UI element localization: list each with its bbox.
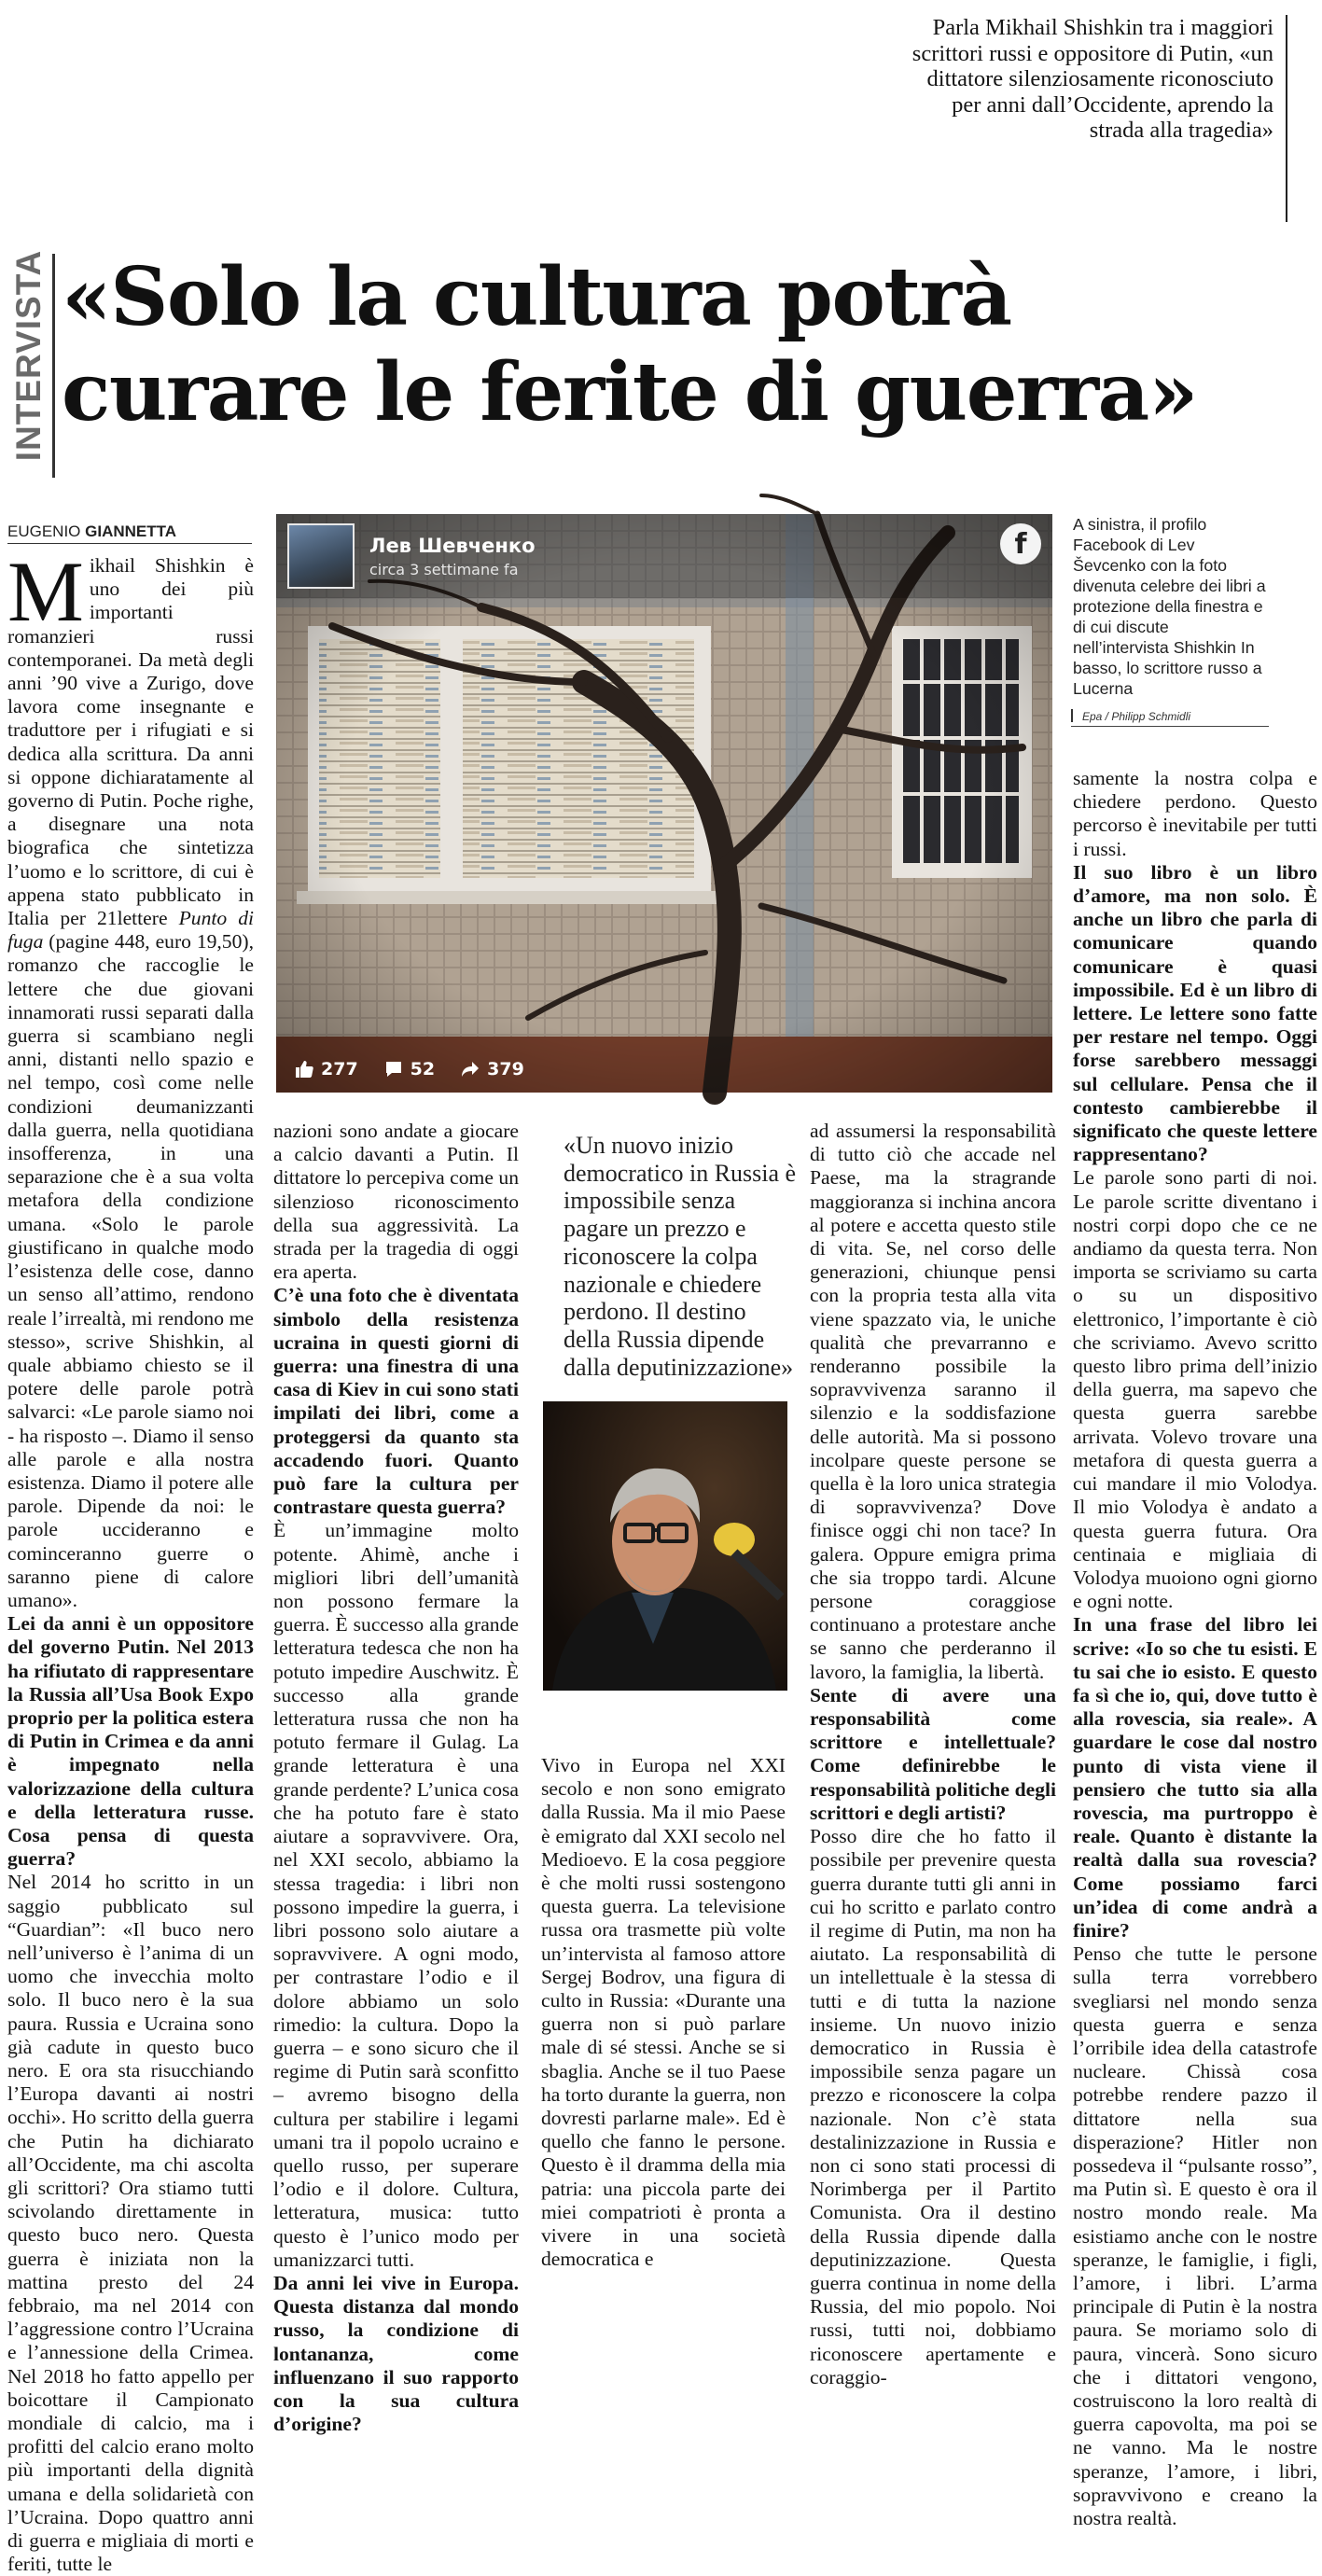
question-3: Da anni lei vive in Europa. Questa distanza dal mondo russo, la condizione di lontananza, come influenzano il suo rapporto con la sua cultura d’origine? bbox=[273, 2271, 519, 2436]
answer-5: Le parole sono parti di noi. Le parole scritte diventano i nostri corpi dopo che ce ne andiamo da questa terra. Non importa se scriviamo su carta o su un dispositivo elettronico, l’importante è ciò che scriviamo. Avevo scritto questo libro prima dell’inizio della guerra, ma sapevo che questa guerra sarebbe arrivata. Volevo trovare una metafora di questa guerra a cui mandare il mio Volodya. Il mio Volodya è andato a questa guerra futura. Ora centinaia e migliaia di Volodya muoiono ogni giorno e ogni notte. bbox=[1073, 1166, 1317, 1613]
fb-post-time: circa 3 settimane fa bbox=[369, 561, 519, 578]
writer-at-microphone-image bbox=[543, 1401, 787, 1691]
headline bbox=[62, 250, 1321, 440]
answer-4-end: samente la nostra colpa e chiedere perdono. Questo percorso è inevitabile per tutti i russi. bbox=[1073, 767, 1317, 860]
share-icon bbox=[461, 1060, 480, 1079]
headline-line-2: curare le ferite di guerra» bbox=[62, 345, 1197, 439]
share-count-value: 379 bbox=[487, 1059, 524, 1079]
byline bbox=[7, 522, 252, 541]
credit-text: Epa / Philipp Schmidli bbox=[1082, 710, 1191, 723]
article-column-3 bbox=[541, 1754, 786, 2271]
fb-post-stats bbox=[295, 1059, 524, 1079]
question-4: Sente di avere una responsabilità come scrittore e intellettuale? Come definirebbe le responsabilità politiche degli scrittori e degli artisti? bbox=[810, 1683, 1056, 1824]
photo-caption: A sinistra, il profilo Facebook di Lev Ševcenko con la foto divenuta celebre dei libri a protezione della finestra e di cui discute nell’intervista Shishkin In basso, lo scrittore russo a Lucerna bbox=[1073, 515, 1266, 698]
kicker-rule bbox=[52, 254, 55, 478]
thumbs-up-icon bbox=[295, 1060, 313, 1079]
photo-credit bbox=[1071, 709, 1269, 727]
author-photo bbox=[543, 1401, 787, 1691]
share-count[interactable] bbox=[461, 1059, 524, 1079]
comment-icon bbox=[384, 1060, 403, 1079]
question-1: Lei da anni è un oppositore del governo Putin. Nel 2013 ha rifiutato di rappresentare la Russia all’Usa Book Expo proprio per la politica estera di Putin in Crimea e da anni è impegnato nella valorizzazione della cultura e della letteratura russe. Cosa pensa di questa guerra? bbox=[7, 1612, 254, 1871]
byline-first: EUGENIO bbox=[7, 522, 81, 540]
answer-2: È un’immagine molto potente. Ahimè, anche i migliori libri dell’umanità non possono fermare la guerra. È successo alla grande letteratura tedesca che non ha potuto impedire Auschwitz. È successo alla grande letteratura russa che non ha potuto fermare il Gulag. La grande letteratura è una grande perdente? L’unica cosa che ha potuto fare è stato aiutare a sopravvivere. Ora, nel XXI secolo, abbiamo la stessa tragedia: i libri non possono impedire la guerra, i libri possono solo aiutare a sopravvivere. A ogni modo, per contrastare l’odio e il dolore abbiamo un solo rimedio: la cultura. Dopo la guerra – e sono sicuro che il regime di Putin sarà sconfitto – avremo bisogno della cultura per stabilire i legami umani tra il popolo ucraino e quello russo, per superare l’odio e il dolore. Cultura, letteratura, musica: tutto questo è l’unico modo per umanizzarci tutti. bbox=[273, 1519, 519, 2271]
answer-4: Posso dire che ho fatto il possibile per prevenire questa guerra durante tutti gli anni in cui ho scritto e parlato contro il regime di Putin, ma non ha aiutato. La responsabilità di un intellettuale è la stessa di tutti e di tutta la nazione insieme. Un nuovo inizio democratico in Russia è impossibile senza pagare un prezzo e riconoscere la colpa nazionale. Non c’è stata destalinizzazione in Russia e non ci sono stati processi di Norimberga per il Partito Comunista. Ora il destino della Russia dipende dalla deputinizzazione. Questa guerra continua in nome della Russia, del mio popolo. Noi russi, tutti noi, dobbiamo riconoscere apertamente e coraggio- bbox=[810, 1825, 1056, 2388]
profile-avatar[interactable] bbox=[287, 523, 355, 589]
comment-count[interactable] bbox=[384, 1059, 435, 1079]
standfirst-rule bbox=[1286, 15, 1287, 222]
answer-3-end: ad assumersi la responsabilità di tutto ciò che accade nel Paese, ma la stragrande maggioranza si inchina ancora al potere e accetta questo stile di vita. Se, nel corso delle generazioni, chiunque pensi con la propria testa alla vita viene spazzato via, le uniche qualità che prevarranno e renderanno possibile la sopravvivenza saranno il silenzio e la soddisfazione delle autorità. Ma si possono incolpare queste persone se quella è la loro unica strategia di sopravvivenza? Dove finisce oggi chi non tace? In galera. Oppure emigra prima che sia troppo tardi. Alcune persone coraggiose continuano a protestare anche se sanno che perderanno il lavoro, la famiglia, la libertà. bbox=[810, 1120, 1056, 1683]
article-column-2 bbox=[273, 1120, 519, 2436]
intro-text-end: (pagine 448, euro 19,50), romanzo che raccoglie le lettere che due giovani innamorati russi separati dalla guerra si scambiano negli anni, distanti nello spazio e nel tempo, così come nelle condizioni deumanizzanti dalla guerra, nella quotidiana insofferenza, in una separazione che è a sua volta metafora della condizione umana. «Solo le parole giustificano in qualche modo l’esistenza delle cose, danno un senso all’attimo, rendono reale l’irrealtà, mi rendono me stesso», scrive Shishkin, al quale abbiamo chiesto se il potere delle parole potrà salvarci: «Le parole siamo noi - ha risposto –. Diamo il senso alle parole e alla nostra esistenza. Diamo il potere alle parole. Dipende da noi: le parole uccideranno e cominceranno guerre o saranno piene di calore umano». bbox=[7, 930, 254, 1611]
facebook-logo-icon: f bbox=[1000, 523, 1041, 564]
headline-line-1: «Solo la cultura potrà bbox=[62, 250, 1011, 344]
fb-profile-name[interactable]: Лев Шевченко bbox=[369, 535, 536, 557]
answer-1-end: nazioni sono andate a giocare a calcio davanti a Putin. Il dittatore lo percepiva come un silenzioso riconoscimento della sua aggressività. La strada per la tragedia di oggi era aperta. bbox=[273, 1120, 519, 1284]
credit-bar bbox=[1071, 709, 1073, 722]
byline-last: GIANNETTA bbox=[85, 522, 177, 540]
drop-cap: M bbox=[7, 544, 84, 639]
question-6: In una frase del libro lei scrive: «Io so che tu esisti. E tu sai che io esisto. E questo fa sì che io, qui, dove tutto è alla rovescia, sia reale». A guardare le cose dal nostro punto di vista viene il pensiero che tutto sia alla rovescia, ma purtroppo è reale. Quanto è distante la realtà dalla sua rovescia? Come possiamo farci un’idea di come andrà a finire? bbox=[1073, 1613, 1317, 1942]
kicker-label: INTERVISTA bbox=[9, 249, 48, 462]
like-count[interactable] bbox=[295, 1059, 358, 1079]
standfirst: Parla Mikhail Shishkin tra i maggiori scrittori russi e oppositore di Putin, «un dittatore silenziosamente riconosciuto per anni dall’Occidente, aprendo la strada alla tragedia» bbox=[911, 15, 1273, 143]
comment-count-value: 52 bbox=[410, 1059, 436, 1079]
question-2: C’è una foto che è diventata simbolo della resistenza ucraina in questi giorni di guerra: una finestra di una casa di Kiev in cui sono stati impilati dei libri, come a proteggersi da quanto sta accadendo fuori. Quanto può fare la cultura per contrastare questa guerra? bbox=[273, 1284, 519, 1519]
section-kicker bbox=[6, 249, 52, 462]
question-5: Il suo libro è un libro d’amore, ma non solo. È anche un libro che parla di comunicare quando comunicare è quasi impossibile. Ed è un libro di lettere. Le lettere sono fatte per restare nel tempo. Oggi forse sarebbero messaggi sul cellulare. Pensa che il contesto cambierebbe il significato che queste lettere rappresentano? bbox=[1073, 860, 1317, 1166]
like-count-value: 277 bbox=[321, 1059, 358, 1079]
facebook-post-photo bbox=[276, 514, 1052, 1093]
book-title: Punto di fuga bbox=[7, 907, 255, 954]
answer-6: Penso che tutte le persone sulla terra vorrebbero svegliarsi nel mondo senza questa guerra e senza l’orribile idea della catastrofe nucleare. Chissà cosa potrebbe rendere pazzo il dittatore nella sua disperazione? Hitler non possedeva il “pulsante rosso”, ma Putin sì. E questo è ora il nostro mondo reale. Ma esistiamo anche con le nostre speranze, le famiglie, i figli, l’amore, i libri. L’arma principale di Putin è la nostra paura. Se moriamo solo di paura, vincerà. Sono sicuro che i dittatori vengono, costruiscono la loro realtà di guerra capovolta, ma poi se ne vanno. Ma le nostre speranze, l’amore, i libri, sopravvivono e creano la nostra realtà. bbox=[1073, 1942, 1317, 2530]
article-column-5 bbox=[1073, 767, 1317, 2530]
article-column-1 bbox=[7, 544, 255, 2576]
article-column-4 bbox=[810, 1120, 1056, 2389]
intro-paragraph bbox=[7, 544, 255, 1612]
pull-quote: «Un nuovo inizio democratico in Russia è impossibile senza pagare un prezzo e riconoscere la colpa nazionale e chiedere perdono. Il destino della Russia dipende dalla deputinizzazione» bbox=[564, 1132, 797, 1381]
answer-3: Vivo in Europa nel XXI secolo e non sono emigrato dalla Russia. Ma il mio Paese è emigrato dal XXI secolo nel Medioevo. E la cosa peggiore è che molti russi sostengono questa guerra. La televisione russa ora trasmette più volte un’intervista al famoso attore Sergej Bodrov, una figura di culto in Russia: «Durante una guerra non si può parlare male di sé stessi. Anche se si sbaglia. Anche se il tuo Paese ha torto durante la guerra, non dovresti parlarne male». Ed è quello che fanno le persone. Questo è il dramma della mia patria: una piccola parte dei miei compatrioti è pronta a vivere in una società democratica e bbox=[541, 1754, 786, 2271]
intro-text: ikhail Shishkin è uno dei più importanti romanzieri russi contemporanei. Da metà degli anni ’90 vive a Zurigo, dove lavora come insegnante e traduttore per i rifugiati e si dedica alla scrittura. Da anni si oppone dichiaratamente al governo di Putin. Poche righe, a disegnare una nota biografica che sintetizza l’uomo e lo scrittore, di cui è appena stato pubblicato in Italia per 21lettere bbox=[7, 554, 254, 930]
answer-1: Nel 2014 ho scritto in un saggio pubblicato sul “Guardian”: «Il buco nero nell’universo è l’anima di un uomo che invecchia molto solo. Il buco nero è la sua paura. Russia e Ucraina sono già cadute in questo buco nero. E ora sta risucchiando l’Europa davanti ai nostri occhi». Ho scritto della guerra che Putin ha dichiarato all’Occidente, ma chi ascolta gli scrittori? Ora stiamo tutti scivolando direttamente in questo buco nero. Questa guerra è iniziata non la mattina presto del 24 febbraio, ma nel 2014 con l’aggressione contro l’Ucraina e l’annessione della Crimea. Nel 2018 ho fatto appello per boicottare il Campionato mondiale di calcio, ma i profitti del calcio erano molto più importanti della dignità umana e della solidarietà con l’Ucraina. Dopo quattro anni di guerra e migliaia di morti e feriti, tutte le bbox=[7, 1871, 254, 2576]
